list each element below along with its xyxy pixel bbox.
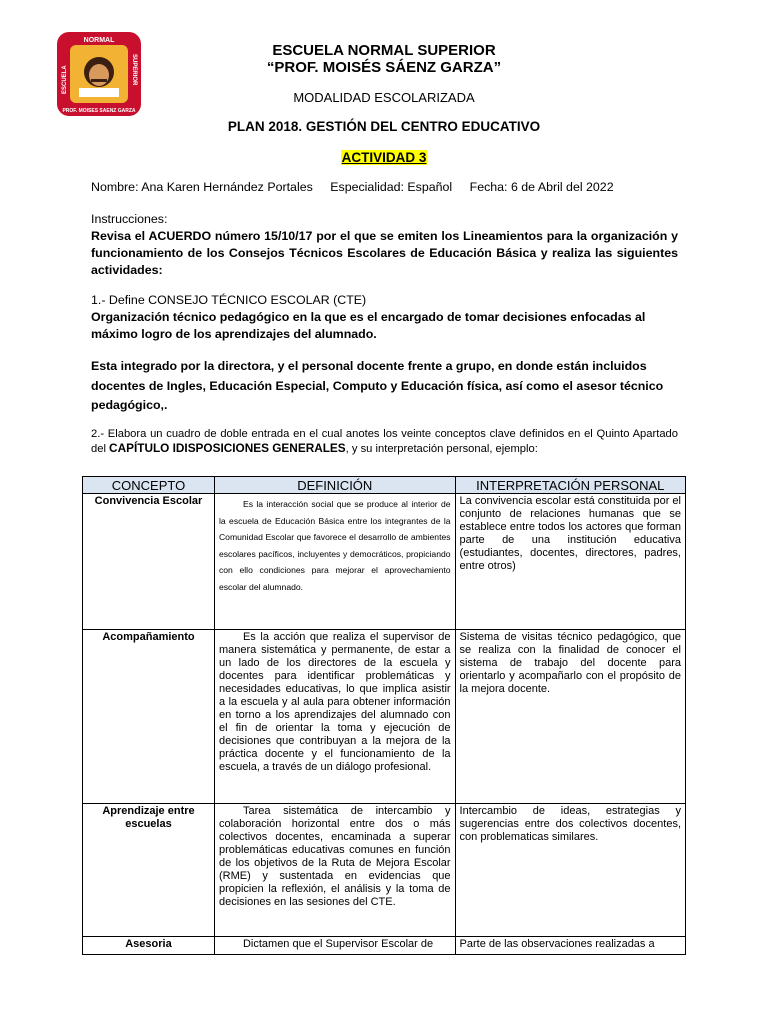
question-2-chapter: CAPÍTULO IDISPOSICIONES GENERALES	[109, 441, 346, 455]
row-definition: Dictamen que el Supervisor Escolar de	[214, 937, 455, 955]
logo-text-right: SUPERIOR	[131, 54, 137, 86]
table-row	[83, 937, 686, 955]
row-interpretation: Intercambio de ideas, estrategias y sugerencias entre dos colectivos docentes, con problematicas similares.	[455, 804, 685, 937]
submission-date: Fecha: 6 de Abril del 2022	[469, 180, 614, 194]
activity-title	[0, 150, 768, 165]
school-name-line2: “PROF. MOISÉS SÁENZ GARZA”	[266, 59, 502, 76]
concepts-table	[82, 476, 686, 955]
row-interpretation: Sistema de visitas técnico pedagógico, que se realiza con la finalidad de conocer el sistema de trabajo del docente para orientarlo y acompañarlo con el propósito de la mejora docente.	[455, 630, 685, 804]
student-specialty: Especialidad: Español	[330, 180, 453, 194]
plan-title: PLAN 2018. GESTIÓN DEL CENTRO EDUCATIVO	[227, 119, 541, 134]
table-header-row	[83, 477, 686, 494]
header-definicion: DEFINICIÓN	[214, 477, 455, 494]
question-1-answer: Organización técnico pedagógico en la que es el encargado de tomar decisiones enfocadas al máximo logro de los aprendizajes del alumnado.	[91, 310, 646, 341]
row-interpretation: La convivencia escolar está constituida por el conjunto de relaciones humanas que se establece entre todos los actores que forman parte de una institución educativa (estudiantes, docentes, directores, padres, entre otros)	[455, 494, 685, 630]
row-concept: Convivencia Escolar	[83, 494, 215, 630]
instructions-text: Revisa el ACUERDO número 15/10/17 por el que se emiten los Lineamientos para la organización y funcionamiento de los Consejos Técnicos Escolares de Educación Básica y realiza las siguientes actividades:	[91, 229, 678, 277]
row-concept: Asesoria	[83, 937, 215, 955]
row-concept: Acompañamiento	[83, 630, 215, 804]
row-definition: Es la interacción social que se produce al interior de la escuela de Educación Básica entre los integrantes de la Comunidad Escolar que favorece el desarrollo de ambientes escolares pacíficos, incluyentes y democráticos, propiciando con ello condiciones para mejorar el aprovechamiento escolar del alumnado.	[214, 494, 455, 630]
table-row	[83, 494, 686, 630]
modality: MODALIDAD ESCOLARIZADA	[293, 90, 475, 105]
question-1	[91, 292, 681, 343]
question-2-prefix: 2.- Elabora un cuadro de doble entrada en el cual anotes los veinte conceptos clave definidos en el Quinto Apartado del	[91, 428, 678, 455]
table-row	[83, 804, 686, 937]
logo-text-bottom: PROF. MOISES SAENZ GARZA	[62, 108, 136, 114]
logo-text-left: ESCUELA	[62, 65, 68, 94]
row-interpretation: Parte de las observaciones realizadas a	[455, 937, 685, 955]
question-2	[91, 427, 678, 456]
student-name: Nombre: Ana Karen Hernández Portales	[91, 180, 313, 194]
question-1-prompt: 1.- Define CONSEJO TÉCNICO ESCOLAR (CTE)	[91, 293, 367, 307]
row-definition: Tarea sistemática de intercambio y colaboración horizontal entre dos o más colectivos docentes, encaminada a superar problemáticas educativas comunes en función de los objetivos de la Ruta de Mejora Escolar (RME) y sustentada en evidencias que propicien la reflexión, el análisis y la toma de decisiones en las sesiones del CTE.	[214, 804, 455, 937]
school-name	[0, 42, 768, 76]
row-concept: Aprendizaje entre escuelas	[83, 804, 215, 937]
school-name-line1: ESCUELA NORMAL SUPERIOR	[272, 42, 496, 59]
instructions-label: Instrucciones:	[91, 212, 168, 226]
activity-highlight: ACTIVIDAD 3	[341, 150, 427, 165]
header-interpretacion: INTERPRETACIÓN PERSONAL	[455, 477, 685, 494]
logo-text-top: NORMAL	[83, 37, 115, 44]
student-info	[91, 180, 691, 194]
question-2-suffix: , y su interpretación personal, ejemplo:	[345, 443, 538, 455]
instructions	[91, 211, 678, 279]
row-definition: Es la acción que realiza el supervisor de manera sistemática y permanente, de estar a un lado de los directores de la escuela y docentes para identificar problemáticas y necesidades educativas, lo que implica asistir a la escuela y al aula para obtener información en torno a los aprendizajes del alumnado con el fin de orientar la toma y ejecución de decisiones que contribuyan a la mejora de la práctica docente y el funcionamiento de la escuela, a través de un diálogo profesional.	[214, 630, 455, 804]
header-concepto: CONCEPTO	[83, 477, 215, 494]
table-row	[83, 630, 686, 804]
cte-composition: Esta integrado por la directora, y el personal docente frente a grupo, en donde están incluidos docentes de Ingles, Educación Especial, Computo y Educación física, así como el asesor técnico pedagógico,.	[91, 359, 664, 412]
logo-mustache	[91, 79, 107, 82]
